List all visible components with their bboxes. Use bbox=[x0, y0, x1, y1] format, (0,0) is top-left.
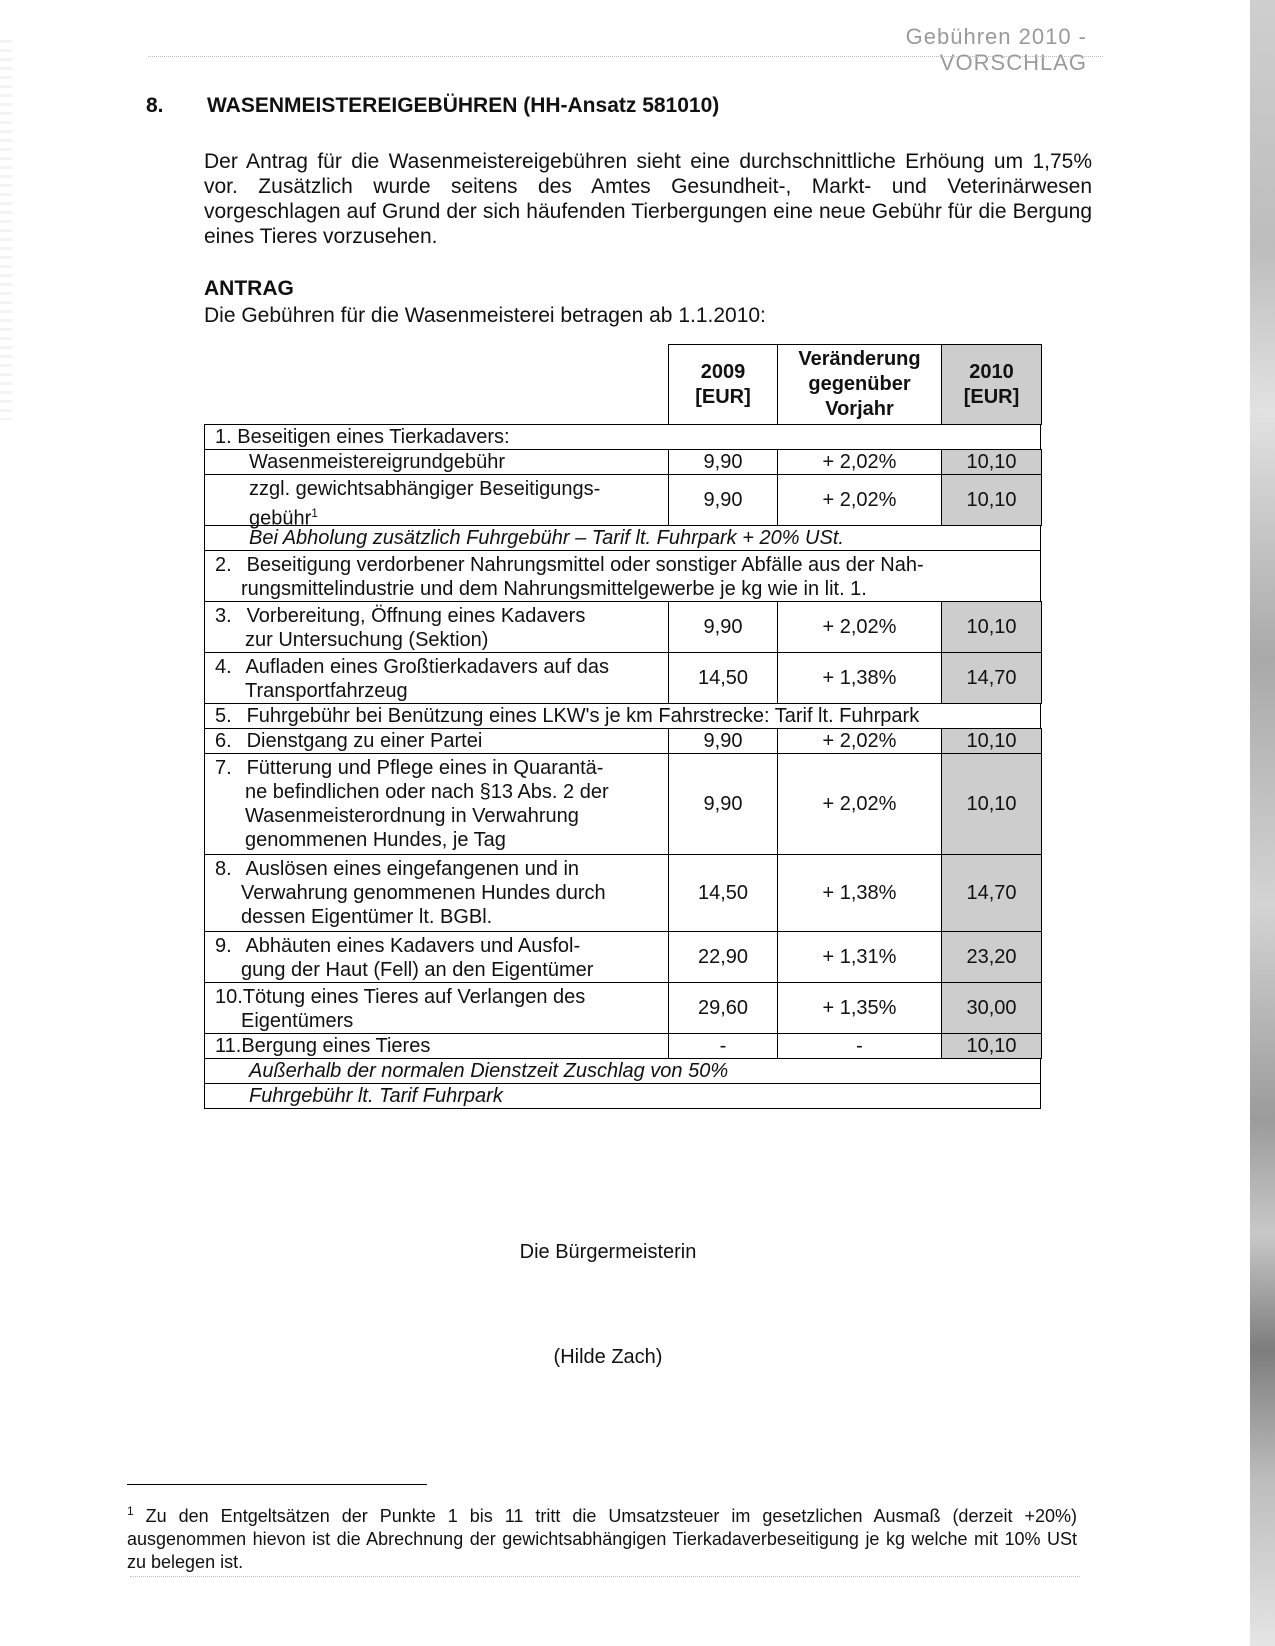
row-9-2010: 23,20 bbox=[941, 931, 1042, 983]
header-divider bbox=[148, 56, 1103, 57]
row-9-desc: 9. Abhäuten eines Kadavers und Ausfol- gung der Haut (Fell) an den Eigentümer bbox=[204, 931, 669, 983]
col-header-change: Veränderung gegenüber Vorjahr bbox=[777, 344, 942, 425]
signature-role: Die Bürgermeisterin bbox=[519, 1241, 697, 1263]
row-6-2009: 9,90 bbox=[668, 728, 778, 754]
intro-paragraph: Der Antrag für die Wasenmeistereigebühren sieht eine durchschnittliche Erhöung um 1,75% vor. Zusätzlich wurde seitens des Amtes Gesundheit-, Markt- und Veterinärwesen vorgeschlagen auf Grund der sich häufenden Tierbergungen eine neue Gebühr für die Bergung eines Tieres vorzusehen. bbox=[204, 150, 1092, 248]
row-10-change: + 1,35% bbox=[777, 982, 942, 1034]
scan-artifact-left bbox=[0, 40, 12, 420]
row-3-change: + 2,02% bbox=[777, 601, 942, 653]
row-1a-change: + 2,02% bbox=[777, 449, 942, 475]
section-number: 8. bbox=[146, 94, 164, 117]
footnote-marker: 1 bbox=[127, 1504, 134, 1518]
row-8-change: + 1,38% bbox=[777, 854, 942, 932]
row-7-2009: 9,90 bbox=[668, 753, 778, 855]
row-4-change: + 1,38% bbox=[777, 652, 942, 704]
row-1a-2009: 9,90 bbox=[668, 449, 778, 475]
row-1b-change: + 2,02% bbox=[777, 474, 942, 526]
antrag-text: Die Gebühren für die Wasenmeisterei betragen ab 1.1.2010: bbox=[204, 304, 766, 327]
row-3-2009: 9,90 bbox=[668, 601, 778, 653]
footnote-marker-sup: 1 bbox=[311, 506, 318, 520]
footnote-divider bbox=[127, 1484, 427, 1485]
row-1-title: 1. Beseitigen eines Tierkadavers: bbox=[204, 424, 1041, 450]
bottom-divider bbox=[130, 1576, 1080, 1577]
row-10-2010: 30,00 bbox=[941, 982, 1042, 1034]
row-6-change: + 2,02% bbox=[777, 728, 942, 754]
footnote-text: Zu den Entgeltsätzen der Punkte 1 bis 11 tritt die Umsatzsteuer im gesetzlichen Ausmaß (derzeit +20%) ausgenommen hievon ist die Abrechnung der gewichtsabhängigen Tierkadaverbeseitigung je kg welche mit 10% USt zu belegen ist. bbox=[127, 1506, 1077, 1572]
row-10-desc: 10.Tötung eines Tieres auf Verlangen des Eigentümers bbox=[204, 982, 669, 1034]
header-stamp: Gebühren 2010 - VORSCHLAG bbox=[905, 24, 1087, 75]
scan-edge-right bbox=[1250, 0, 1275, 1646]
row-6-desc: 6. Dienstgang zu einer Partei bbox=[204, 728, 669, 754]
col-header-2010: 2010 [EUR] bbox=[941, 344, 1042, 425]
row-11-2010: 10,10 bbox=[941, 1033, 1042, 1059]
row-8-desc: 8. Auslösen eines eingefangenen und in Verwahrung genommenen Hundes durch dessen Eigentümer lt. BGBl. bbox=[204, 854, 669, 932]
row-7-2010: 10,10 bbox=[941, 753, 1042, 855]
row-8-2010: 14,70 bbox=[941, 854, 1042, 932]
row-1a-desc: Wasenmeistereigrundgebühr bbox=[204, 449, 669, 475]
row-3-2010: 10,10 bbox=[941, 601, 1042, 653]
row-3-desc: 3. Vorbereitung, Öffnung eines Kadavers zur Untersuchung (Sektion) bbox=[204, 601, 669, 653]
row-1-note: Bei Abholung zusätzlich Fuhrgebühr – Tarif lt. Fuhrpark + 20% USt. bbox=[204, 525, 1041, 551]
row-1b-2010: 10,10 bbox=[941, 474, 1042, 526]
row-8-2009: 14,50 bbox=[668, 854, 778, 932]
row-10-2009: 29,60 bbox=[668, 982, 778, 1034]
row-2: 2. Beseitigung verdorbener Nahrungsmittel oder sonstiger Abfälle aus der Nah- rungsmittelindustrie und dem Nahrungsmittelgewerbe je kg wie in lit. 1. bbox=[204, 550, 1041, 602]
row-4-2009: 14,50 bbox=[668, 652, 778, 704]
row-6-2010: 10,10 bbox=[941, 728, 1042, 754]
antrag-heading: ANTRAG bbox=[204, 277, 294, 300]
row-4-2010: 14,70 bbox=[941, 652, 1042, 704]
row-11-note-2: Fuhrgebühr lt. Tarif Fuhrpark bbox=[204, 1083, 1041, 1109]
row-11-note-1: Außerhalb der normalen Dienstzeit Zuschlag von 50% bbox=[204, 1058, 1041, 1084]
row-9-change: + 1,31% bbox=[777, 931, 942, 983]
row-7-desc: 7. Fütterung und Pflege eines in Quarantä- ne befindlichen oder nach §13 Abs. 2 der Wasenmeisterordnung in Verwahrung genommenen Hundes, je Tag bbox=[204, 753, 669, 855]
row-9-2009: 22,90 bbox=[668, 931, 778, 983]
row-7-change: + 2,02% bbox=[777, 753, 942, 855]
row-11-change: - bbox=[777, 1033, 942, 1059]
signature-name: (Hilde Zach) bbox=[553, 1346, 663, 1368]
col-header-2009: 2009 [EUR] bbox=[668, 344, 778, 425]
row-1b-2009: 9,90 bbox=[668, 474, 778, 526]
row-11-2009: - bbox=[668, 1033, 778, 1059]
row-1b-desc: zzgl. gewichtsabhängiger Beseitigungs- gebühr$^1$ bbox=[204, 474, 669, 526]
row-4-desc: 4. Aufladen eines Großtierkadavers auf das Transportfahrzeug bbox=[204, 652, 669, 704]
row-5: 5. Fuhrgebühr bei Benützung eines LKW's je km Fahrstrecke: Tarif lt. Fuhrpark bbox=[204, 703, 1041, 729]
footnote bbox=[127, 1500, 1077, 1574]
row-11-desc: 11. Bergung eines Tieres bbox=[204, 1033, 669, 1059]
row-1a-2010: 10,10 bbox=[941, 449, 1042, 475]
section-title: WASENMEISTEREIGEBÜHREN (HH-Ansatz 581010) bbox=[207, 94, 720, 117]
